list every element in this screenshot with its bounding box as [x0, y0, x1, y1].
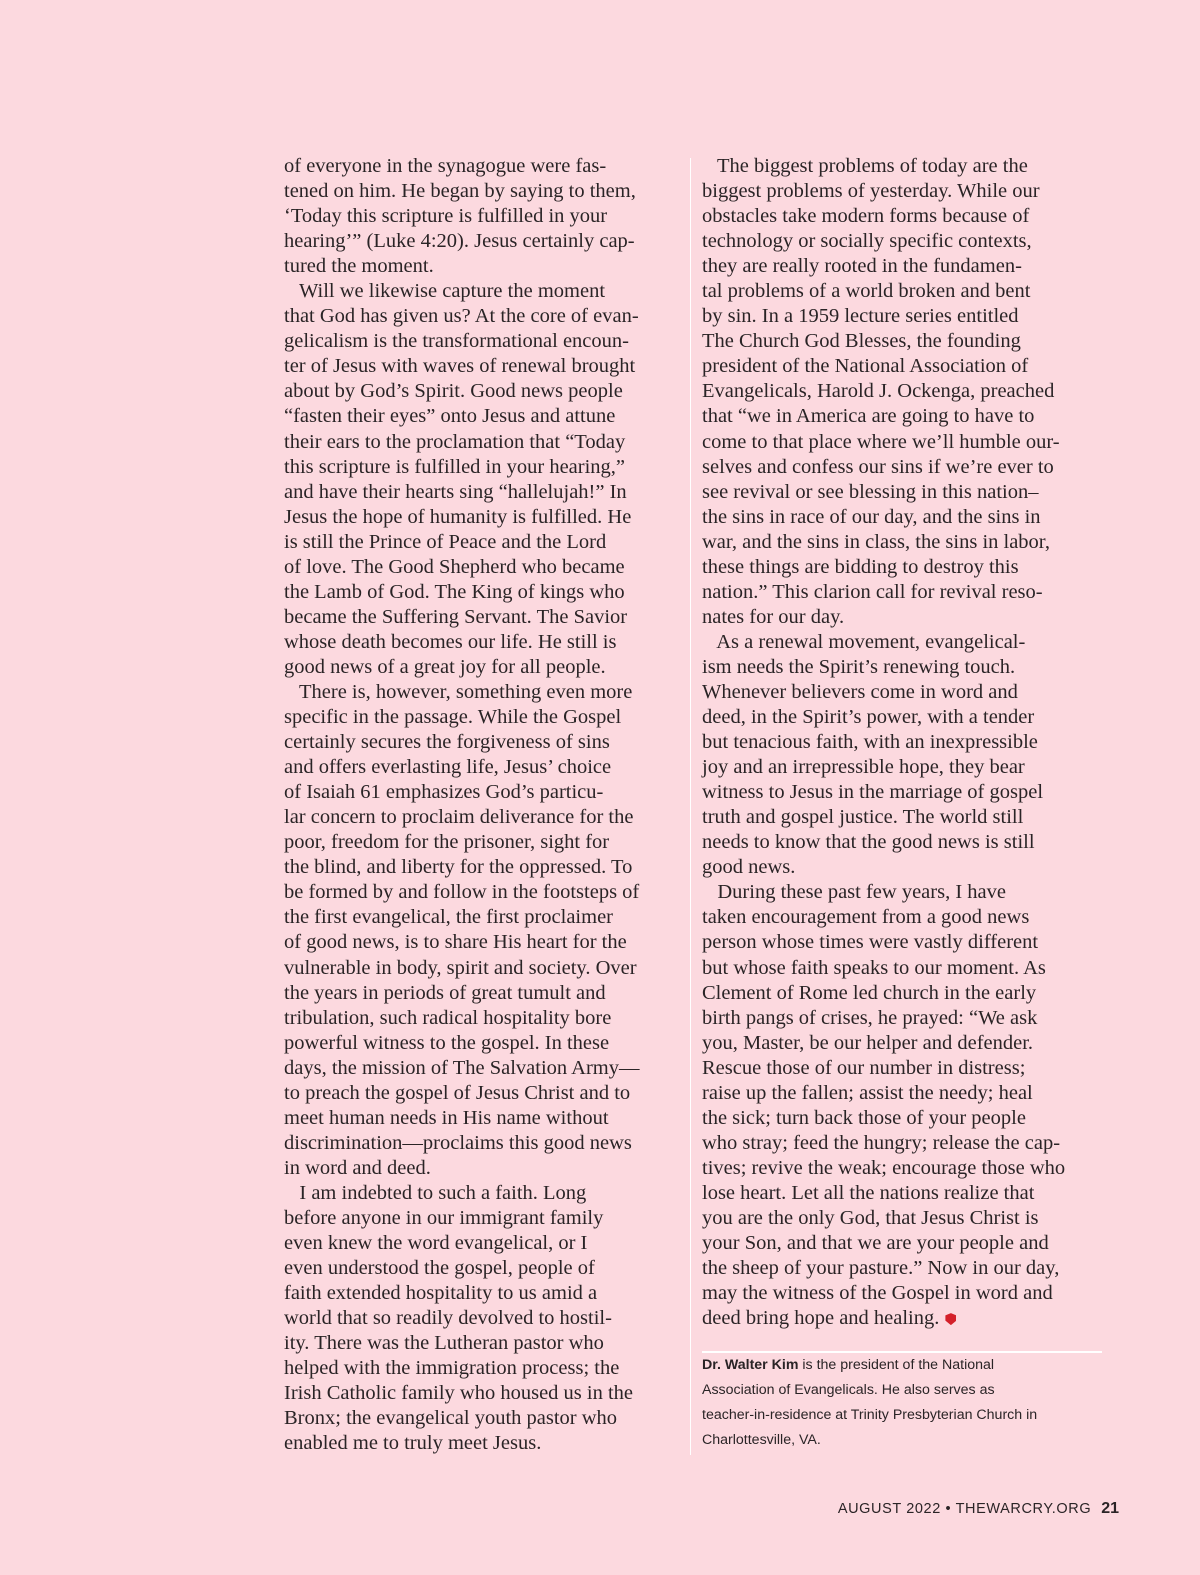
footer-separator: • — [945, 1501, 952, 1517]
author-bio — [702, 1353, 1102, 1453]
page-number: 21 — [1101, 1500, 1119, 1517]
page-footer — [838, 1500, 1119, 1518]
article-column-left: of everyone in the synagogue were fas- tened on him. He began by saying to them, ‘Today this scripture is fulfilled in your hearing’” (Luke 4:20). Jesus certainly cap- tured the moment. Will we likewise capture the moment that God has given us? At the core of evan- gelicalism is the transformational encoun- ter of Jesus with waves of renewal brought about by God’s Spirit. Good news people “fasten their eyes” onto Jesus and attune their ears to the proclamation that “Today this scripture is fulfilled in your hearing,” and have their hearts sing “hallelujah!” In Jesus the hope of humanity is fulfilled. He is still the Prince of Peace and the Lord of love. The Good Shepherd who became the Lamb of God. The King of kings who became the Suffering Servant. The Savior whose death becomes our life. He still is good news of a great joy for all people. There is, however, something even more specific in the passage. While the Gospel certainly secures the forgiveness of sins and offers everlasting life, Jesus’ choice of Isaiah 61 emphasizes God’s particu- lar concern to proclaim deliverance for the poor, freedom for the prisoner, sight for the blind, and liberty for the oppressed. To be formed by and follow in the footsteps of the first evangelical, the first proclaimer of good news, is to share His heart for the vulnerable in body, spirit and society. Over the years in periods of great tumult and tribulation, such radical hospitality bore powerful witness to the gospel. In these days, the mission of The Salvation Army— to preach the gospel of Jesus Christ and to meet human needs in His name without discrimination—proclaims this good news in word and deed. I am indebted to such a faith. Long before anyone in our immigrant family even knew the word evangelical, or I even understood the gospel, people of faith extended hospitality to us amid a world that so readily devolved to hostil- ity. There was the Lutheran pastor who helped with the immigration process; the Irish Catholic family who housed us in the Bronx; the evangelical youth pastor who enabled me to truly meet Jesus. — [284, 155, 640, 1455]
column-divider — [690, 158, 691, 1455]
author-name: Dr. Walter Kim — [702, 1357, 799, 1373]
shield-icon — [945, 1313, 956, 1325]
article-column-right — [702, 154, 1104, 1331]
article-column-right-text: The biggest problems of today are the biggest problems of yesterday. While our obstacles take modern forms because of technology or socially specific contexts, they are really rooted in the fundamen- tal problems of a world broken and bent by sin. In a 1959 lecture series entitled The Church God Blesses, the founding president of the National Association of Evangelicals, Harold J. Ockenga, preached that “we in America are going to have to come to that place where we’ll humble our- selves and confess our sins if we’re ever to see revival or see blessing in this nation– the sins in race of our day, and the sins in war, and the sins in class, the sins in labor, these things are bidding to destroy this nation.” This clarion call for revival reso- nates for our day. As a renewal movement, evangelical- ism needs the Spirit’s renewing touch. Whenever believers come in word and deed, in the Spirit’s power, with a tender but tenacious faith, with an inexpressible joy and an irrepressible hope, they bear witness to Jesus in the marriage of gospel truth and gospel justice. The world still needs to know that the good news is still good news. During these past few years, I have taken encouragement from a good news person whose times were vastly different but whose faith speaks to our moment. As Clement of Rome led church in the early birth pangs of crises, he prayed: “We ask you, Master, be our helper and defender. Rescue those of our number in distress; raise up the fallen; assist the needy; heal the sick; turn back those of your people who stray; feed the hungry; release the cap- tives; revive the weak; encourage those who lose heart. Let all the nations realize that you are the only God, that Jesus Christ is your Son, and that we are your people and the sheep of your pasture.” Now in our day, may the witness of the Gospel in word and deed bring hope and healing. — [702, 155, 1066, 1330]
website-link[interactable]: THEWARCRY.ORG — [955, 1501, 1092, 1517]
author-bio-text: is the president of the National Association of Evangelicals. He also serves as teacher-in-residence at Trinity Presbyterian Church in Charlottesville, VA. — [702, 1357, 1038, 1448]
issue-date: AUGUST 2022 — [837, 1501, 941, 1517]
